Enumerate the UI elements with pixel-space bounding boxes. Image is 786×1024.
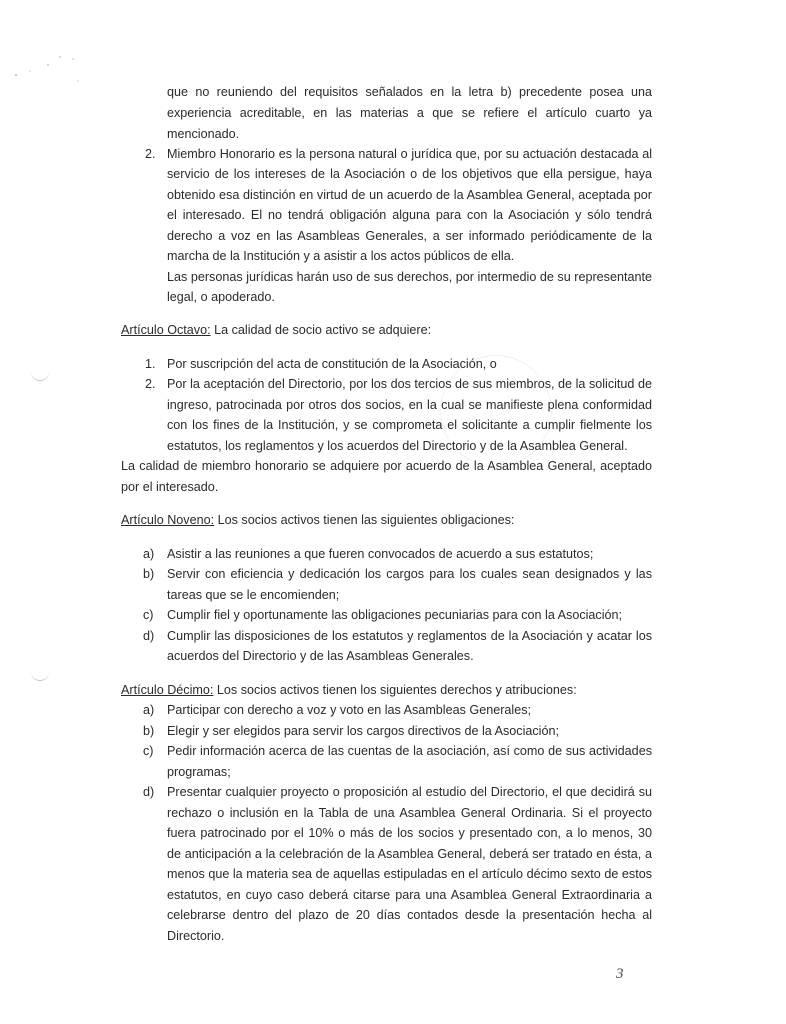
text-line: el interesado. El no tendrá obligación alguna para con la Asociación y sólo tendrá [167, 208, 652, 222]
text-line: Directorio. [167, 929, 225, 943]
text-line: Servir con eficiencia y dedicación los cargos para los cuales sean designados y las [167, 567, 652, 581]
text-line: marcha de la Institución y a asistir a los actos públicos de ella. [167, 249, 515, 263]
list-marker: a) [143, 703, 155, 717]
text-line: Presentar cualquier proyecto o proposición al estudio del Directorio, el que decidirá su [167, 785, 652, 799]
text-line: Cumplir fiel y oportunamente las obligaciones pecuniarias para con la Asociación; [167, 608, 623, 622]
list-marker: c) [143, 608, 154, 622]
text-line: ingreso, patrocinada por otros dos socios, en la cual se manifieste plena conformidad [167, 398, 652, 412]
article-heading: Artículo Décimo: [121, 683, 214, 697]
text-line: derecho a voz en las Asambleas Generales, a ser informado periódicamente de la [167, 229, 652, 243]
text-line: de anticipación a la celebración de la Asamblea General, deberá ser tratado en ésta, a [167, 847, 652, 861]
article-intro: Los socios activos tienen los siguientes derechos y atribuciones: [213, 683, 577, 697]
text-line: por el interesado. [121, 480, 219, 494]
text-line: Miembro Honorario es la persona natural o jurídica que, por su actuación destacada al [167, 147, 652, 161]
text-line: que no reuniendo del requisitos señalados en la letra b) precedente posea una [167, 85, 652, 99]
scan-smudge-decoration [8, 45, 88, 85]
list-marker: 2. [145, 377, 156, 391]
text-line: Por suscripción del acta de constitución de la Asociación, o [167, 357, 497, 371]
text-line: Las personas jurídicas harán uso de sus derechos, por intermedio de su representante [167, 270, 652, 284]
article-decimo-heading-line [121, 682, 577, 698]
text-line: rechazo o inclusión en la Tabla de una Asamblea General Ordinaria. Si el proyecto [167, 806, 652, 820]
text-line: Elegir y ser elegidos para servir los cargos directivos de la Asociación; [167, 724, 559, 738]
text-line: menos que la materia sea de aquellas estipuladas en el artículo décimo sexto de estos [167, 867, 652, 881]
text-line: estatutos, los reglamentos y los acuerdos del Directorio y de la Asamblea General. [167, 439, 628, 453]
article-intro: Los socios activos tienen las siguientes obligaciones: [214, 513, 515, 527]
text-line: Participar con derecho a voz y voto en las Asambleas Generales; [167, 703, 532, 717]
punch-hole-mark [31, 368, 49, 381]
punch-hole-mark [31, 668, 49, 681]
article-heading: Artículo Octavo: [121, 323, 211, 337]
list-marker: c) [143, 744, 154, 758]
list-marker: b) [143, 567, 155, 581]
list-marker: d) [143, 785, 155, 799]
text-line: Cumplir las disposiciones de los estatutos y reglamentos de la Asociación y acatar los [167, 629, 652, 643]
page-number: 3 [616, 966, 624, 982]
article-octavo-heading-line [121, 322, 431, 338]
text-line: mencionado. [167, 127, 240, 141]
list-marker: d) [143, 629, 155, 643]
text-line: fuera patrocinado por el 10% o más de los socios y presentado con, a lo menos, 30 [167, 826, 652, 840]
text-line: legal, o apoderado. [167, 290, 275, 304]
list-marker: a) [143, 547, 155, 561]
text-line: Asistir a las reuniones a que fueren convocados de acuerdo a sus estatutos; [167, 547, 594, 561]
article-intro: La calidad de socio activo se adquiere: [210, 323, 432, 337]
text-line: La calidad de miembro honorario se adquiere por acuerdo de la Asamblea General, aceptado [121, 459, 652, 473]
list-marker: b) [143, 724, 155, 738]
text-line: acuerdos del Directorio y de las Asambleas Generales. [167, 649, 474, 663]
text-line: servicio de los intereses de la Asociación o de los objetivos que ella persigue, haya [167, 167, 652, 181]
text-line: experiencia acreditable, en las materias a que se refiere el artículo cuarto ya [167, 106, 652, 120]
text-line: Por la aceptación del Directorio, por los dos tercios de sus miembros, de la solicitud de [167, 377, 652, 391]
text-line: Pedir información acerca de las cuentas de la asociación, así como de sus actividades [167, 744, 652, 758]
text-line: obtenido esa distinción en virtud de un acuerdo de la Asamblea General, aceptada por [167, 188, 652, 202]
text-line: celebrarse dentro del plazo de 20 días contados desde la presentación hecha al [167, 908, 652, 922]
list-marker: 2. [145, 147, 156, 161]
text-line: estatutos, en cuyo caso deberá citarse para una Asamblea General Extraordinaria a [167, 888, 652, 902]
text-line: con los fines de la Institución, y se comprometa el solicitante a cumplir fielmente los [167, 418, 652, 432]
text-line: programas; [167, 765, 231, 779]
article-heading: Artículo Noveno: [121, 513, 215, 527]
article-noveno-heading-line [121, 512, 514, 528]
list-marker: 1. [145, 357, 156, 371]
text-line: tareas que se le encomienden; [167, 588, 340, 602]
